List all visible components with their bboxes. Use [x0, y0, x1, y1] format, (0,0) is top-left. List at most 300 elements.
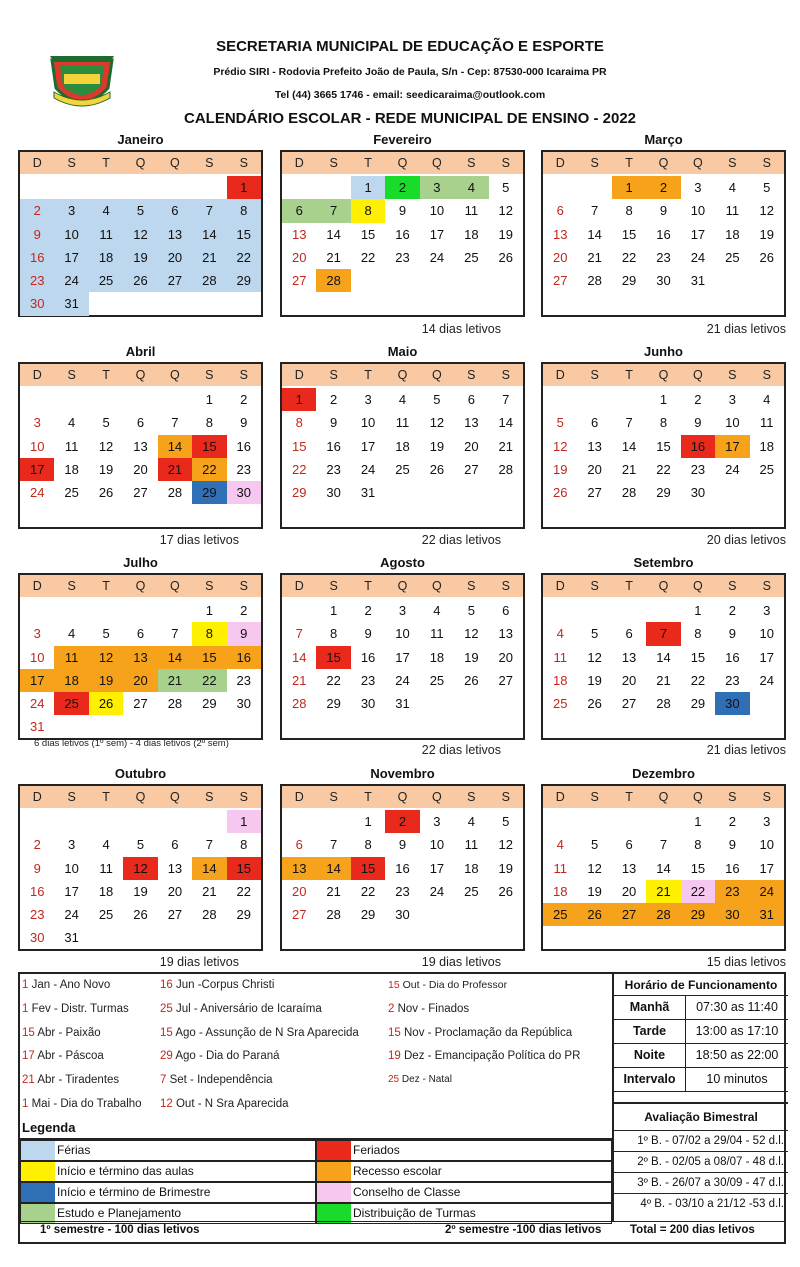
day-cell: 18: [759, 438, 774, 454]
day-cell: 29: [621, 273, 637, 289]
month-maio: [280, 342, 525, 529]
day-cell: 7: [316, 199, 350, 222]
school-days-count: 22 dias letivos: [421, 743, 501, 757]
day-cell: 1: [364, 814, 372, 829]
empty-cell: [89, 599, 123, 622]
day-grid: [543, 597, 784, 715]
holiday-entry: 15 Ago - Assunção de N Sra Aparecida: [160, 1026, 359, 1039]
day-cell: 14: [621, 438, 637, 454]
empty-cell: [20, 388, 54, 411]
holiday-entry: 2 Nov - Finados: [388, 1002, 470, 1015]
weekday-label: Q: [135, 790, 146, 804]
day-grid: [543, 174, 784, 292]
month-outubro: [18, 764, 263, 951]
day-cell: 8: [330, 626, 338, 642]
day-cell: 10: [429, 203, 445, 219]
day-cell: 31: [750, 903, 784, 926]
day-cell: 7: [591, 203, 599, 219]
evaluation-table: [612, 1102, 788, 1222]
day-cell: 16: [360, 649, 376, 665]
day-cell: 8: [364, 837, 372, 853]
day-cell: 28: [498, 461, 513, 477]
day-cell: 4: [728, 180, 736, 195]
day-cell: 24: [29, 485, 45, 501]
day-cell: 9: [364, 626, 372, 642]
day-cell: 12: [464, 626, 479, 642]
day-cell: 24: [759, 672, 774, 688]
day-cell: 13: [282, 857, 316, 880]
empty-cell: [158, 388, 192, 411]
weekday-label: Q: [432, 579, 442, 593]
day-cell: 25: [395, 461, 410, 477]
day-cell: 15: [227, 857, 261, 880]
day-cell: 30: [360, 696, 376, 712]
day-cell: 31: [29, 719, 45, 735]
day-cell: 30: [690, 485, 706, 501]
empty-cell: [123, 388, 157, 411]
weekday-label: Q: [432, 156, 442, 170]
day-cell: 15: [690, 860, 706, 876]
day-cell: 17: [54, 246, 88, 269]
weekday-label: D: [32, 156, 42, 170]
day-cell: 12: [759, 203, 774, 219]
day-cell: 3: [763, 603, 771, 618]
weekday-label: S: [67, 790, 76, 804]
month-julho: [18, 553, 263, 740]
day-cell: 20: [552, 249, 568, 265]
day-cell: 25: [89, 269, 123, 292]
day-cell: 9: [398, 203, 407, 219]
day-cell: 16: [395, 226, 410, 242]
empty-cell: [316, 810, 350, 833]
weekday-label: S: [728, 790, 737, 804]
weekday-label: S: [205, 156, 214, 170]
contact-line: Tel (44) 3665 1746 - email: seedicaraima@outlook.com: [274, 89, 546, 101]
day-grid: [20, 386, 261, 504]
day-cell: 24: [429, 883, 445, 899]
day-cell: 4: [433, 603, 441, 618]
day-cell: 7: [659, 837, 668, 853]
day-cell: 5: [502, 814, 510, 829]
day-cell: 19: [552, 461, 568, 477]
day-cell: 12: [587, 860, 602, 876]
day-cell: 27: [291, 273, 307, 289]
weekday-header: [20, 362, 261, 386]
day-cell: 16: [656, 226, 671, 242]
day-cell: 29: [291, 485, 307, 501]
month-title: Fevereiro: [373, 132, 432, 147]
month-title: Dezembro: [632, 766, 695, 781]
day-cell: 26: [587, 696, 602, 712]
weekday-label: S: [762, 790, 771, 804]
weekday-label: S: [239, 579, 248, 593]
day-cell: 3: [420, 176, 454, 199]
weekday-label: S: [467, 790, 476, 804]
day-cell: 13: [133, 438, 148, 454]
day-cell: 1: [330, 603, 338, 618]
weekday-label: S: [467, 368, 476, 382]
weekday-header: [282, 784, 523, 808]
day-cell: 1: [205, 392, 213, 407]
day-cell: 15: [656, 438, 671, 454]
empty-cell: [192, 176, 226, 199]
school-days-count: 20 dias letivos: [706, 533, 786, 547]
day-cell: 27: [464, 461, 479, 477]
day-cell: 13: [621, 860, 637, 876]
weekday-label: S: [67, 368, 76, 382]
day-cell: 29: [192, 481, 226, 504]
evaluation-row: 2º B. - 02/05 a 08/07 - 48 d.l.: [614, 1151, 788, 1172]
weekday-header: [20, 150, 261, 174]
year-total: Total = 200 dias letivos: [630, 1224, 755, 1236]
day-cell: 11: [553, 860, 567, 876]
day-cell: 19: [464, 649, 479, 665]
month-dezembro: [541, 764, 786, 951]
weekday-label: S: [329, 579, 338, 593]
day-cell: 22: [192, 458, 226, 481]
day-cell: 8: [227, 199, 261, 222]
weekday-label: Q: [397, 368, 408, 382]
day-cell: 17: [20, 669, 54, 692]
weekday-label: D: [294, 368, 304, 382]
day-cell: 11: [464, 203, 479, 219]
empty-cell: [54, 176, 88, 199]
day-cell: 3: [54, 199, 88, 222]
day-cell: 7: [205, 837, 213, 853]
holiday-entry: 17 Abr - Páscoa: [22, 1050, 104, 1063]
day-cell: 6: [502, 603, 510, 618]
weekday-label: Q: [397, 790, 408, 804]
weekday-label: Q: [432, 368, 442, 382]
weekday-label: D: [294, 790, 304, 804]
day-cell: 18: [98, 883, 114, 899]
day-cell: 8: [659, 415, 668, 431]
day-cell: 13: [123, 646, 157, 669]
weekday-label: Q: [658, 368, 669, 382]
month-title: Março: [644, 132, 683, 147]
day-cell: 5: [591, 837, 599, 853]
day-cell: 26: [577, 903, 611, 926]
weekday-label: S: [205, 579, 214, 593]
schedule-time: 18:50 as 22:00: [695, 1048, 779, 1062]
day-cell: 29: [326, 696, 341, 712]
day-cell: 3: [694, 180, 702, 195]
holiday-entry: 25 Jul - Aniversário de Icaraíma: [160, 1002, 322, 1015]
weekday-label: D: [32, 790, 42, 804]
day-cell: 24: [429, 249, 445, 265]
day-cell: 9: [227, 622, 261, 645]
weekday-header: [20, 573, 261, 597]
day-cell: 20: [291, 249, 307, 265]
legend-label: Distribuição de Turmas: [353, 1206, 476, 1220]
day-cell: 27: [133, 485, 148, 501]
day-cell: 23: [395, 249, 410, 265]
day-cell: 12: [98, 438, 114, 454]
day-cell: 2: [694, 392, 702, 407]
empty-cell: [20, 176, 54, 199]
day-cell: 14: [192, 857, 226, 880]
weekday-label: D: [32, 579, 42, 593]
day-cell: 29: [360, 907, 376, 923]
day-cell: 16: [725, 649, 740, 665]
weekday-label: S: [762, 156, 771, 170]
legend-swatch: [317, 1183, 351, 1202]
day-cell: 18: [552, 672, 568, 688]
day-cell: 11: [99, 860, 113, 876]
secretaria-title: SECRETARIA MUNICIPAL DE EDUCAÇÃO E ESPORTE: [216, 38, 604, 55]
day-cell: 6: [467, 392, 475, 407]
day-cell: 8: [295, 415, 303, 431]
day-cell: 3: [68, 837, 76, 853]
empty-cell: [282, 810, 316, 833]
day-cell: 22: [621, 249, 637, 265]
empty-cell: [543, 176, 577, 199]
day-cell: 9: [398, 837, 407, 853]
weekday-label: S: [501, 156, 510, 170]
day-cell: 23: [656, 249, 671, 265]
day-cell: 28: [291, 696, 307, 712]
day-cell: 4: [454, 176, 488, 199]
weekday-label: T: [102, 368, 110, 382]
day-cell: 9: [659, 203, 668, 219]
day-cell: 18: [54, 669, 88, 692]
day-cell: 11: [760, 415, 774, 431]
day-cell: 16: [326, 438, 341, 454]
day-cell: 27: [498, 672, 513, 688]
day-cell: 19: [89, 669, 123, 692]
day-cell: 6: [556, 203, 564, 219]
day-cell: 15: [291, 438, 307, 454]
weekday-label: S: [762, 368, 771, 382]
day-cell: 3: [763, 814, 771, 829]
day-cell: 18: [552, 883, 568, 899]
day-cell: 28: [316, 269, 350, 292]
day-cell: 20: [587, 461, 602, 477]
weekday-header: [543, 573, 784, 597]
day-cell: 19: [498, 860, 513, 876]
schedule-period: Tarde: [614, 1020, 686, 1043]
weekday-label: D: [555, 368, 565, 382]
day-cell: 14: [158, 646, 192, 669]
day-cell: 6: [136, 626, 145, 642]
day-cell: 21: [158, 458, 192, 481]
evaluation-row: 1º B. - 07/02 a 29/04 - 52 d.l.: [614, 1130, 788, 1151]
weekday-label: T: [625, 156, 633, 170]
day-cell: 26: [98, 485, 114, 501]
holiday-entry: 15 Out - Dia do Professor: [388, 979, 508, 991]
day-cell: 15: [621, 226, 637, 242]
day-cell: 17: [715, 435, 749, 458]
day-cell: 11: [725, 203, 740, 219]
day-cell: 17: [64, 883, 79, 899]
month-agosto: [280, 553, 525, 740]
day-cell: 14: [158, 435, 192, 458]
day-cell: 3: [398, 603, 407, 618]
school-days-count: 19 dias letivos: [421, 955, 501, 969]
day-cell: 2: [20, 199, 54, 222]
day-cell: 23: [715, 880, 749, 903]
day-cell: 19: [759, 226, 774, 242]
day-cell: 4: [89, 199, 123, 222]
empty-cell: [158, 176, 192, 199]
day-cell: 17: [360, 438, 376, 454]
weekday-header: [282, 573, 523, 597]
weekday-label: Q: [658, 579, 669, 593]
schedule-row: [614, 1020, 788, 1044]
day-cell: 10: [759, 837, 774, 853]
weekday-label: S: [67, 156, 76, 170]
weekday-label: Q: [135, 156, 146, 170]
day-cell: 25: [725, 249, 740, 265]
day-cell: 10: [54, 223, 88, 246]
day-cell: 24: [29, 696, 45, 712]
empty-cell: [612, 599, 646, 622]
day-cell: 18: [429, 649, 445, 665]
day-cell: 18: [64, 461, 79, 477]
day-grid: [282, 597, 523, 715]
day-cell: 1: [659, 392, 668, 407]
holiday-entry: 15 Nov - Proclamação da República: [388, 1026, 573, 1039]
school-days-count: 17 dias letivos: [159, 533, 239, 547]
month-title: Abril: [125, 344, 156, 359]
holiday-entry: 1 Mai - Dia do Trabalho: [22, 1098, 142, 1110]
day-grid: [20, 174, 261, 316]
day-cell: 28: [646, 903, 680, 926]
day-cell: 13: [552, 226, 568, 242]
day-cell: 14: [326, 226, 341, 242]
day-cell: 2: [728, 814, 736, 829]
weekday-header: [20, 784, 261, 808]
day-cell: 2: [364, 603, 372, 618]
weekday-label: D: [294, 156, 304, 170]
day-cell: 8: [240, 837, 248, 853]
day-cell: 9: [20, 223, 54, 246]
legend-label: Início e término das aulas: [57, 1164, 194, 1178]
day-cell: 27: [167, 907, 183, 923]
day-cell: 1: [205, 603, 213, 618]
day-cell: 14: [316, 857, 350, 880]
day-cell: 10: [360, 415, 376, 431]
weekday-label: S: [239, 368, 248, 382]
day-cell: 11: [89, 223, 123, 246]
day-cell: 16: [236, 438, 251, 454]
day-cell: 15: [227, 223, 261, 246]
day-cell: 16: [29, 883, 45, 899]
day-cell: 11: [430, 626, 444, 642]
holiday-entry: 25 Dez - Natal: [388, 1074, 452, 1086]
day-cell: 7: [171, 626, 179, 642]
weekday-label: Q: [170, 790, 180, 804]
weekday-label: S: [467, 579, 476, 593]
day-cell: 5: [123, 199, 157, 222]
day-cell: 4: [68, 415, 76, 431]
weekday-label: D: [555, 156, 565, 170]
day-cell: 21: [202, 883, 217, 899]
weekday-label: Q: [693, 368, 703, 382]
day-cell: 20: [621, 883, 637, 899]
day-cell: 14: [291, 649, 307, 665]
month-title: Julho: [123, 555, 158, 570]
day-cell: 14: [587, 226, 602, 242]
day-cell: 29: [202, 696, 217, 712]
day-cell: 5: [136, 837, 145, 853]
day-cell: 13: [291, 226, 307, 242]
weekday-label: T: [364, 790, 372, 804]
day-cell: 19: [498, 226, 513, 242]
day-cell: 14: [656, 649, 671, 665]
address-line: Prédio SIRI - Rodovia Prefeito João de Paula, S/n - Cep: 87530-000 Icaraima PR: [213, 66, 607, 78]
day-cell: 3: [364, 392, 372, 407]
holiday-entry: 12 Out - N Sra Aparecida: [160, 1098, 289, 1110]
day-cell: 6: [171, 837, 179, 853]
day-cell: 3: [433, 814, 441, 829]
school-days-count: 19 dias letivos: [159, 955, 239, 969]
day-cell: 28: [587, 273, 602, 289]
day-cell: 16: [227, 646, 261, 669]
day-cell: 9: [728, 626, 736, 642]
day-cell: 26: [464, 672, 479, 688]
weekday-label: S: [728, 156, 737, 170]
weekday-label: T: [102, 579, 110, 593]
day-cell: 6: [136, 415, 145, 431]
day-cell: 9: [240, 415, 248, 431]
day-cell: 30: [715, 903, 749, 926]
day-cell: 26: [89, 692, 123, 715]
legend-label: Férias: [57, 1143, 91, 1157]
day-cell: 18: [395, 438, 410, 454]
schedule-period: Manhã: [614, 996, 686, 1019]
empty-cell: [123, 599, 157, 622]
day-cell: 1: [227, 176, 261, 199]
day-cell: 17: [20, 458, 54, 481]
schedule-title: Horário de Funcionamento: [614, 974, 788, 996]
day-cell: 2: [646, 176, 680, 199]
day-cell: 23: [326, 461, 341, 477]
empty-cell: [577, 388, 611, 411]
weekday-label: Q: [658, 156, 669, 170]
day-cell: 28: [656, 696, 671, 712]
month-novembro: [280, 764, 525, 951]
schedule-row: [614, 1068, 788, 1092]
weekday-label: S: [590, 156, 599, 170]
day-cell: 24: [360, 461, 376, 477]
day-cell: 24: [54, 269, 88, 292]
empty-cell: [158, 810, 192, 833]
day-cell: 6: [158, 199, 192, 222]
weekday-label: S: [239, 156, 248, 170]
day-cell: 1: [612, 176, 646, 199]
info-panel: [18, 972, 786, 1244]
calendar-title: CALENDÁRIO ESCOLAR - REDE MUNICIPAL DE ENSINO - 2022: [184, 110, 636, 127]
holiday-entry: 16 Jun -Corpus Christi: [160, 979, 275, 991]
day-cell: 9: [694, 415, 702, 431]
day-cell: 21: [158, 669, 192, 692]
day-cell: 2: [385, 176, 419, 199]
day-cell: 18: [725, 226, 740, 242]
day-cell: 30: [395, 907, 410, 923]
month-title: Novembro: [370, 766, 435, 781]
weekday-label: T: [102, 790, 110, 804]
schedule-row: [614, 1044, 788, 1068]
day-cell: 30: [227, 481, 261, 504]
weekday-label: S: [762, 579, 771, 593]
empty-cell: [577, 599, 611, 622]
weekday-label: Q: [658, 790, 669, 804]
month-fevereiro: [280, 130, 525, 317]
day-cell: 30: [715, 692, 749, 715]
day-cell: 5: [433, 392, 441, 407]
legend-label: Feriados: [353, 1143, 400, 1157]
